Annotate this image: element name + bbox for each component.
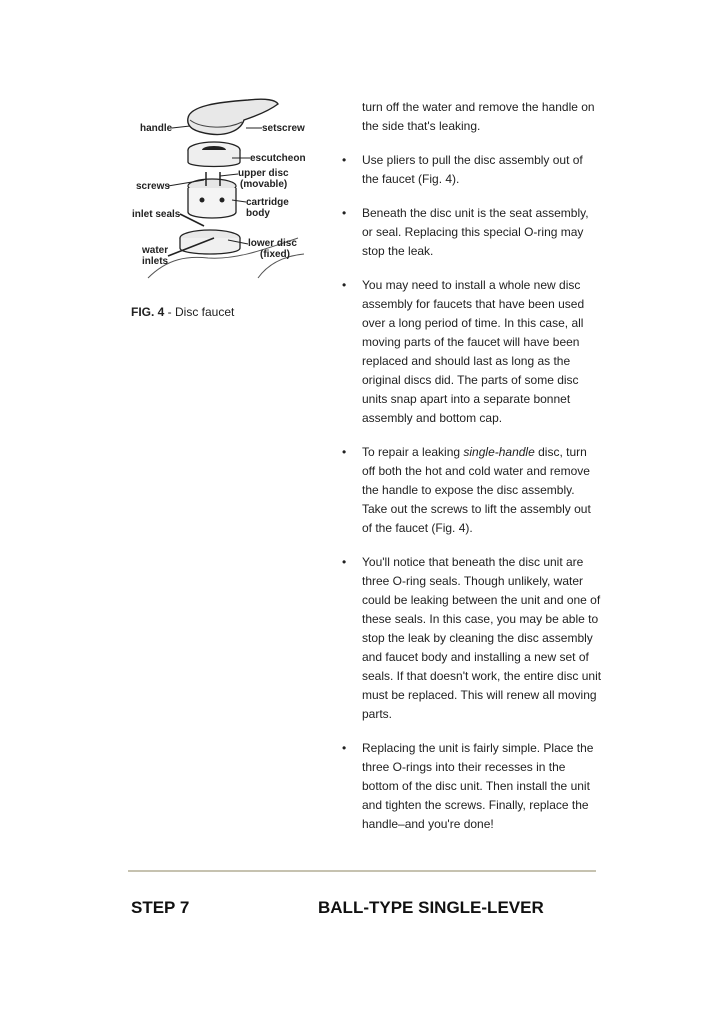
- label-fixed: (fixed): [260, 249, 290, 260]
- bullet-icon: •: [342, 741, 347, 755]
- label-inlet-seals: inlet seals: [132, 209, 181, 220]
- label-handle: handle: [140, 123, 173, 134]
- section-divider: [128, 870, 596, 872]
- label-upper-disc: upper disc: [238, 168, 289, 179]
- disc-faucet-illustration: [128, 88, 306, 284]
- bullet-icon: •: [342, 445, 347, 459]
- list-item-text: You may need to install a whole new disc assembly for faucets that have been used over a long period of time. In this case, all moving parts of the faucet will have been replaced and should last as long as the original discs did. The parts of some disc units snap apart into a separate bonnet assembly and bottom cap.: [362, 278, 585, 425]
- list-item-text-cont: disc, turn off both the hot and cold water and remove the handle to expose the disc assembly. Take out the screws to lift the assembly out of the faucet (Fig. 4).: [362, 445, 591, 535]
- label-inlets: inlets: [142, 256, 169, 267]
- step-number: STEP 7: [131, 898, 190, 917]
- bullet-icon: •: [342, 555, 347, 569]
- list-item: [342, 276, 602, 428]
- label-water: water: [142, 245, 169, 256]
- label-lower-disc: lower disc: [248, 238, 297, 249]
- label-body: body: [246, 208, 270, 219]
- disc-faucet-diagram: [128, 88, 306, 284]
- list-item: [342, 443, 602, 538]
- list-item: [342, 204, 602, 261]
- list-item: [342, 151, 602, 189]
- label-movable: (movable): [240, 179, 288, 190]
- paragraph-continued: [362, 98, 602, 136]
- cartridge-body-shape: [188, 188, 236, 218]
- instruction-list: [342, 98, 602, 849]
- list-item-text: Beneath the disc unit is the seat assembly, or seal. Replacing this special O-ring may stop the leak.: [362, 206, 589, 258]
- list-item-text: To repair a leaking: [362, 445, 464, 459]
- figure-caption: [131, 305, 234, 319]
- label-setscrew: setscrew: [262, 123, 305, 134]
- list-item: [342, 553, 602, 724]
- label-cartridge: cartridge: [246, 197, 289, 208]
- bullet-icon: •: [342, 206, 347, 220]
- list-item-text: Replacing the unit is fairly simple. Place the three O-rings into their recesses in the bottom of the disc unit. Then install the unit and tighten the screws. Finally, replace the handle–and you're done!: [362, 741, 594, 831]
- label-escutcheon: escutcheon: [250, 153, 306, 164]
- step-title: BALL-TYPE SINGLE-LEVER: [318, 898, 544, 917]
- label-screws: screws: [136, 181, 170, 192]
- list-item-emphasis: single-handle: [463, 445, 535, 459]
- list-item-text: Use pliers to pull the disc assembly out of the faucet (Fig. 4).: [362, 153, 583, 186]
- figure-caption-text: - Disc faucet: [164, 305, 235, 319]
- bullet-icon: •: [342, 278, 347, 292]
- list-item: [342, 739, 602, 834]
- list-item-text: You'll notice that beneath the disc unit are three O-ring seals. Though unlikely, water could be leaking between the unit and one of these seals. In this case, you may be able to stop the leak by cleaning the disc assembly and faucet body and installing a new set of seals. If that doesn't work, the entire disc unit must be replaced. This will renew all moving parts.: [362, 555, 602, 721]
- bullet-icon: •: [342, 153, 347, 167]
- figure-caption-label: FIG. 4: [131, 305, 165, 319]
- paragraph-text: turn off the water and remove the handle on the side that's leaking.: [362, 100, 595, 133]
